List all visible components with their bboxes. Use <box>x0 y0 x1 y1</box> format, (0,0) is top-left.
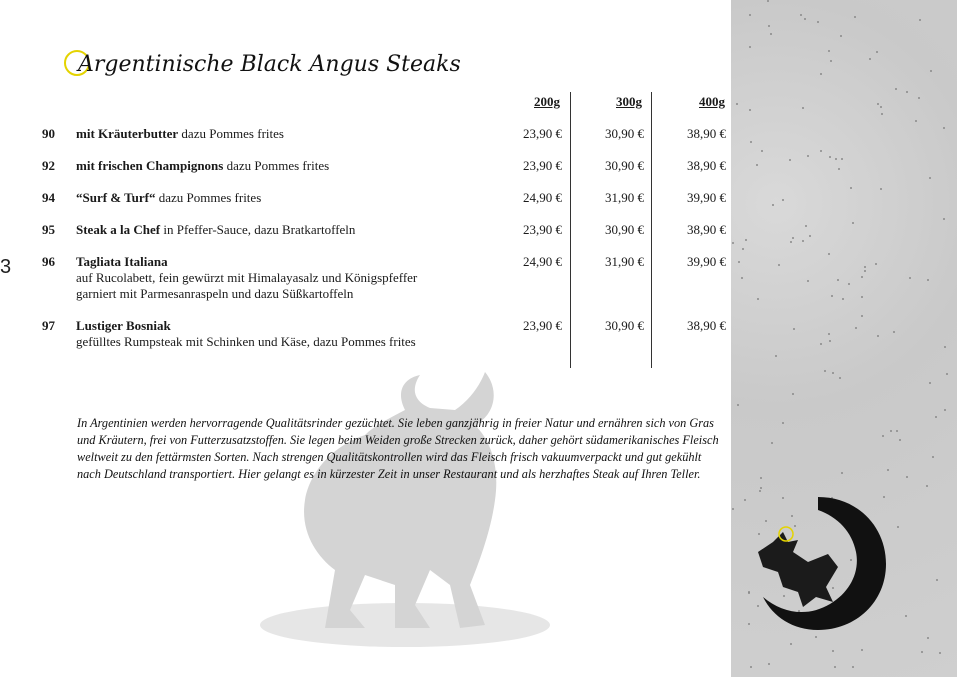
item-description <box>76 222 506 238</box>
bull-silhouette-icon <box>255 370 565 650</box>
concrete-speck <box>792 237 794 239</box>
item-name: Steak a la Chef <box>76 222 161 237</box>
item-name: Tagliata Italiana <box>76 254 168 269</box>
item-price-200g: 24,90 € <box>523 190 562 205</box>
concrete-speck <box>805 225 807 227</box>
item-price-200g: 23,90 € <box>523 158 562 173</box>
concrete-speck <box>804 18 806 20</box>
concrete-speck <box>750 141 752 143</box>
concrete-speck <box>760 477 762 479</box>
concrete-speck <box>757 298 759 300</box>
concrete-speck <box>778 264 780 266</box>
item-number: 97 <box>42 318 55 333</box>
concrete-speck <box>854 16 856 18</box>
item-price-400g: 39,90 € <box>687 254 726 269</box>
concrete-speck <box>890 430 892 432</box>
concrete-speck <box>738 261 740 263</box>
concrete-speck <box>835 158 837 160</box>
concrete-speck <box>732 242 734 244</box>
concrete-speck <box>897 526 899 528</box>
item-name: “Surf & Turf“ <box>76 190 156 205</box>
concrete-speck <box>771 442 773 444</box>
concrete-speck <box>828 333 830 335</box>
item-price-300g: 30,90 € <box>605 158 644 173</box>
concrete-speck <box>756 164 758 166</box>
concrete-speck <box>864 266 866 268</box>
concrete-speck <box>828 50 830 52</box>
concrete-speck <box>839 377 841 379</box>
concrete-speck <box>906 91 908 93</box>
concrete-speck <box>761 150 763 152</box>
concrete-speck <box>939 652 941 654</box>
concrete-speck <box>895 88 897 90</box>
concrete-speck <box>838 168 840 170</box>
item-description <box>76 318 506 350</box>
concrete-speck <box>837 279 839 281</box>
item-price-400g: 38,90 € <box>687 318 726 333</box>
column-divider <box>570 92 571 368</box>
concrete-speck <box>944 346 946 348</box>
concrete-speck <box>749 46 751 48</box>
concrete-speck <box>741 277 743 279</box>
item-price-300g: 31,90 € <box>605 254 644 269</box>
concrete-speck <box>768 663 770 665</box>
concrete-speck <box>832 372 834 374</box>
concrete-speck <box>869 58 871 60</box>
concrete-speck <box>927 279 929 281</box>
concrete-speck <box>944 409 946 411</box>
concrete-speck <box>876 51 878 53</box>
concrete-speck <box>852 222 854 224</box>
concrete-speck <box>802 107 804 109</box>
concrete-speck <box>790 643 792 645</box>
item-name: Lustiger Bosniak <box>76 318 171 333</box>
concrete-speck <box>800 14 802 16</box>
item-description <box>76 126 506 142</box>
concrete-speck <box>831 295 833 297</box>
concrete-speck <box>828 253 830 255</box>
concrete-speck <box>737 404 739 406</box>
item-name: mit frischen Champignons <box>76 158 224 173</box>
concrete-speck <box>842 298 844 300</box>
concrete-speck <box>896 430 898 432</box>
concrete-speck <box>830 60 832 62</box>
concrete-speck <box>820 73 822 75</box>
concrete-speck <box>946 373 948 375</box>
item-number: 94 <box>42 190 55 205</box>
item-description <box>76 254 506 302</box>
concrete-speck <box>815 636 817 638</box>
concrete-speck <box>820 343 822 345</box>
item-side: dazu Pommes frites <box>223 158 330 173</box>
item-price-300g: 30,90 € <box>605 318 644 333</box>
concrete-speck <box>807 280 809 282</box>
item-side: dazu Pommes frites <box>155 190 262 205</box>
item-side: in Pfeffer-Sauce, dazu Bratkartoffeln <box>160 222 356 237</box>
concrete-speck <box>861 296 863 298</box>
item-price-200g: 23,90 € <box>523 126 562 141</box>
concrete-speck <box>943 127 945 129</box>
concrete-speck <box>852 666 854 668</box>
concrete-speck <box>929 382 931 384</box>
concrete-speck <box>850 187 852 189</box>
item-price-300g: 30,90 € <box>605 126 644 141</box>
concrete-speck <box>750 666 752 668</box>
concrete-speck <box>802 240 804 242</box>
concrete-speck <box>749 109 751 111</box>
concrete-speck <box>807 155 809 157</box>
concrete-speck <box>792 393 794 395</box>
concrete-speck <box>880 188 882 190</box>
concrete-speck <box>906 476 908 478</box>
concrete-speck <box>782 199 784 201</box>
concrete-speck <box>767 0 769 2</box>
concrete-speck <box>929 177 931 179</box>
concrete-speck <box>841 158 843 160</box>
item-price-200g: 24,90 € <box>523 254 562 269</box>
concrete-speck <box>861 315 863 317</box>
concrete-speck <box>899 439 901 441</box>
concrete-speck <box>832 650 834 652</box>
concrete-speck <box>861 276 863 278</box>
concrete-speck <box>768 25 770 27</box>
concrete-speck <box>861 649 863 651</box>
concrete-speck <box>772 204 774 206</box>
concrete-speck <box>905 615 907 617</box>
item-description <box>76 158 506 174</box>
item-number: 90 <box>42 126 55 141</box>
column-divider <box>651 92 652 368</box>
concrete-speck <box>793 328 795 330</box>
concrete-speck <box>732 508 734 510</box>
column-header-300g: 300g <box>616 94 642 109</box>
concrete-speck <box>770 33 772 35</box>
concrete-speck <box>877 103 879 105</box>
concrete-speck <box>930 70 932 72</box>
item-number: 95 <box>42 222 55 237</box>
item-number: 92 <box>42 158 55 173</box>
concrete-speck <box>932 456 934 458</box>
concrete-speck <box>841 472 843 474</box>
concrete-speck <box>840 35 842 37</box>
concrete-speck <box>927 637 929 639</box>
concrete-speck <box>848 283 850 285</box>
concrete-speck <box>909 277 911 279</box>
column-header-200g: 200g <box>534 94 560 109</box>
concrete-speck <box>877 335 879 337</box>
item-price-300g: 30,90 € <box>605 222 644 237</box>
concrete-speck <box>921 651 923 653</box>
concrete-speck <box>789 159 791 161</box>
item-price-400g: 38,90 € <box>687 222 726 237</box>
section-title: Argentinische Black Angus Steaks <box>78 52 461 77</box>
concrete-speck <box>943 218 945 220</box>
concrete-speck <box>745 239 747 241</box>
concrete-speck <box>855 327 857 329</box>
concrete-speck <box>834 666 836 668</box>
concrete-speck <box>875 263 877 265</box>
concrete-speck <box>887 469 889 471</box>
concrete-speck <box>864 270 866 272</box>
concrete-speck <box>915 120 917 122</box>
concrete-speck <box>919 19 921 21</box>
column-header-400g: 400g <box>699 94 725 109</box>
concrete-speck <box>926 485 928 487</box>
concrete-speck <box>829 156 831 158</box>
concrete-speck <box>775 355 777 357</box>
concrete-speck <box>749 14 751 16</box>
concrete-speck <box>935 416 937 418</box>
item-details: auf Rucolabett, fein gewürzt mit Himalayasalz und Königspfeffer garniert mit Parmesanraspeln und dazu Süßkartoffeln <box>76 270 418 301</box>
item-price-300g: 31,90 € <box>605 190 644 205</box>
concrete-speck <box>829 340 831 342</box>
concrete-speck <box>936 579 938 581</box>
info-paragraph: In Argentinien werden hervorragende Qualitätsrinder gezüchtet. Sie leben ganzjährig in freier Natur und ernähren sich von Gras und Kräutern, frei von Futterzusatzstoffen. Sie legen beim Weiden große Strecken zurück, daher gehört südamerikanisches Fleisch weltweit zu den fettärmsten Sorten. Nach strengen Qualitätskontrollen wird das Fleisch frisch vakuumverpackt und gut gekühlt nach Deutschland transportiert. Hier gelangt es in kürzester Zeit in unser Restaurant und als herzhaftes Steak auf Ihren Teller. <box>77 416 719 481</box>
concrete-speck <box>817 21 819 23</box>
item-details: gefülltes Rumpsteak mit Schinken und Käse, dazu Pommes frites <box>76 334 416 349</box>
concrete-speck <box>742 248 744 250</box>
item-price-400g: 38,90 € <box>687 158 726 173</box>
concrete-speck <box>782 422 784 424</box>
concrete-speck <box>760 487 762 489</box>
page-number: 3 <box>0 256 12 278</box>
concrete-speck <box>882 435 884 437</box>
item-price-200g: 23,90 € <box>523 318 562 333</box>
concrete-speck <box>918 97 920 99</box>
knight-dragon-logo-icon <box>738 492 888 632</box>
item-name: mit Kräuterbutter <box>76 126 179 141</box>
item-number: 96 <box>42 254 55 269</box>
concrete-speck <box>881 113 883 115</box>
item-price-400g: 39,90 € <box>687 190 726 205</box>
item-description <box>76 190 506 206</box>
concrete-speck <box>820 150 822 152</box>
item-price-400g: 38,90 € <box>687 126 726 141</box>
concrete-speck <box>880 106 882 108</box>
item-price-200g: 23,90 € <box>523 222 562 237</box>
concrete-speck <box>736 103 738 105</box>
concrete-speck <box>790 241 792 243</box>
concrete-speck <box>824 370 826 372</box>
concrete-speck <box>809 235 811 237</box>
concrete-speck <box>893 331 895 333</box>
item-side: dazu Pommes frites <box>178 126 284 141</box>
